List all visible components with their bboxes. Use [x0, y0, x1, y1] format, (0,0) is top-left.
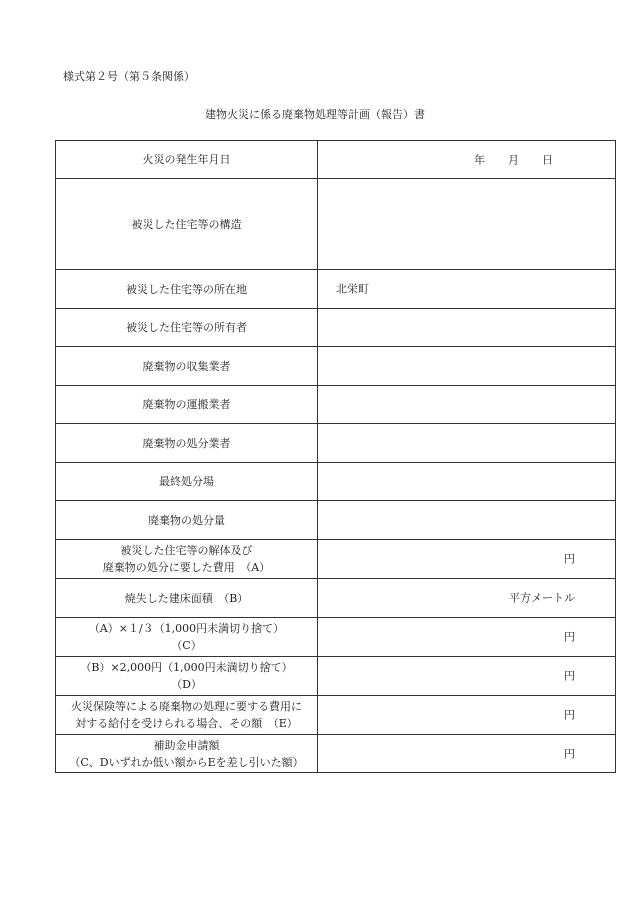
owner-field[interactable] — [318, 309, 616, 347]
area-b-label: 焼失した建床面積 （B） — [56, 579, 318, 618]
row-amount — [56, 501, 616, 540]
transporter-label: 廃棄物の運搬業者 — [56, 386, 318, 424]
row-location — [56, 270, 616, 309]
final-site-label: 最終処分場 — [56, 463, 318, 501]
calc-c-label-line1: （A）×１/３（1,000円未満切り捨て） — [88, 622, 285, 635]
square-meter-unit: 平方メートル — [509, 591, 575, 605]
row-calc-d — [56, 657, 616, 696]
yen-unit: 円 — [564, 552, 575, 566]
document-title: 建物火災に係る廃棄物処理等計画（報告）書 — [205, 108, 425, 121]
cost-a-label-line2: 廃棄物の処分に要した費用 （A） — [102, 561, 271, 574]
fire-date-label: 火災の発生年月日 — [56, 141, 318, 179]
subsidy-label — [56, 735, 318, 773]
year-unit: 年 — [474, 153, 485, 166]
row-fire-date — [56, 141, 616, 179]
cost-a-field[interactable] — [318, 540, 616, 579]
subsidy-field[interactable] — [318, 735, 616, 773]
row-collector — [56, 347, 616, 386]
row-transporter — [56, 386, 616, 424]
calc-d-label-line2: （D） — [171, 678, 202, 691]
subsidy-label-line2: （C、Dいずれか低い額からEを差し引いた額） — [69, 755, 304, 769]
row-structure — [56, 179, 616, 270]
insurance-e-label-line1: 火災保険等による廃棄物の処理に要する費用に — [71, 700, 302, 713]
insurance-e-label — [56, 696, 318, 735]
subsidy-label-line1: 補助金申請額 — [153, 738, 220, 752]
transporter-field[interactable] — [318, 386, 616, 424]
row-area-b — [56, 579, 616, 618]
row-disposer — [56, 424, 616, 463]
day-unit: 日 — [542, 153, 553, 166]
collector-label: 廃棄物の収集業者 — [56, 347, 318, 386]
structure-field[interactable] — [318, 179, 616, 270]
month-unit: 月 — [508, 153, 519, 166]
fire-date-field[interactable] — [318, 141, 616, 179]
cost-a-label — [56, 540, 318, 579]
calc-c-label-line2: （C） — [171, 639, 202, 652]
final-site-field[interactable] — [318, 463, 616, 501]
form-number: 様式第２号（第５条関係） — [63, 70, 195, 83]
plan-report-form — [55, 140, 616, 773]
row-insurance-e — [56, 696, 616, 735]
cost-a-label-line1: 被災した住宅等の解体及び — [120, 544, 253, 557]
calc-c-field[interactable] — [318, 618, 616, 657]
row-calc-c — [56, 618, 616, 657]
calc-c-label — [56, 618, 318, 657]
disposer-label: 廃棄物の処分業者 — [56, 424, 318, 463]
insurance-e-label-line2: 対する給付を受けられる場合、その額 （E） — [75, 717, 298, 730]
amount-field[interactable] — [318, 501, 616, 540]
yen-unit: 円 — [564, 747, 575, 760]
row-owner — [56, 309, 616, 347]
yen-unit: 円 — [564, 630, 575, 644]
yen-unit: 円 — [564, 669, 575, 683]
row-cost-a — [56, 540, 616, 579]
disposer-field[interactable] — [318, 424, 616, 463]
collector-field[interactable] — [318, 347, 616, 386]
area-b-field[interactable] — [318, 579, 616, 618]
structure-label: 被災した住宅等の構造 — [56, 179, 318, 270]
owner-label: 被災した住宅等の所有者 — [56, 309, 318, 347]
amount-label: 廃棄物の処分量 — [56, 501, 318, 540]
calc-d-label — [56, 657, 318, 696]
row-final-site — [56, 463, 616, 501]
location-field[interactable] — [318, 270, 616, 309]
yen-unit: 円 — [564, 708, 575, 722]
location-label: 被災した住宅等の所在地 — [56, 270, 318, 309]
calc-d-label-line1: （B）×2,000円（1,000円未満切り捨て） — [80, 661, 293, 674]
calc-d-field[interactable] — [318, 657, 616, 696]
insurance-e-field[interactable] — [318, 696, 616, 735]
row-subsidy — [56, 735, 616, 773]
location-value: 北栄町 — [336, 282, 369, 296]
fire-date-units — [474, 151, 553, 168]
